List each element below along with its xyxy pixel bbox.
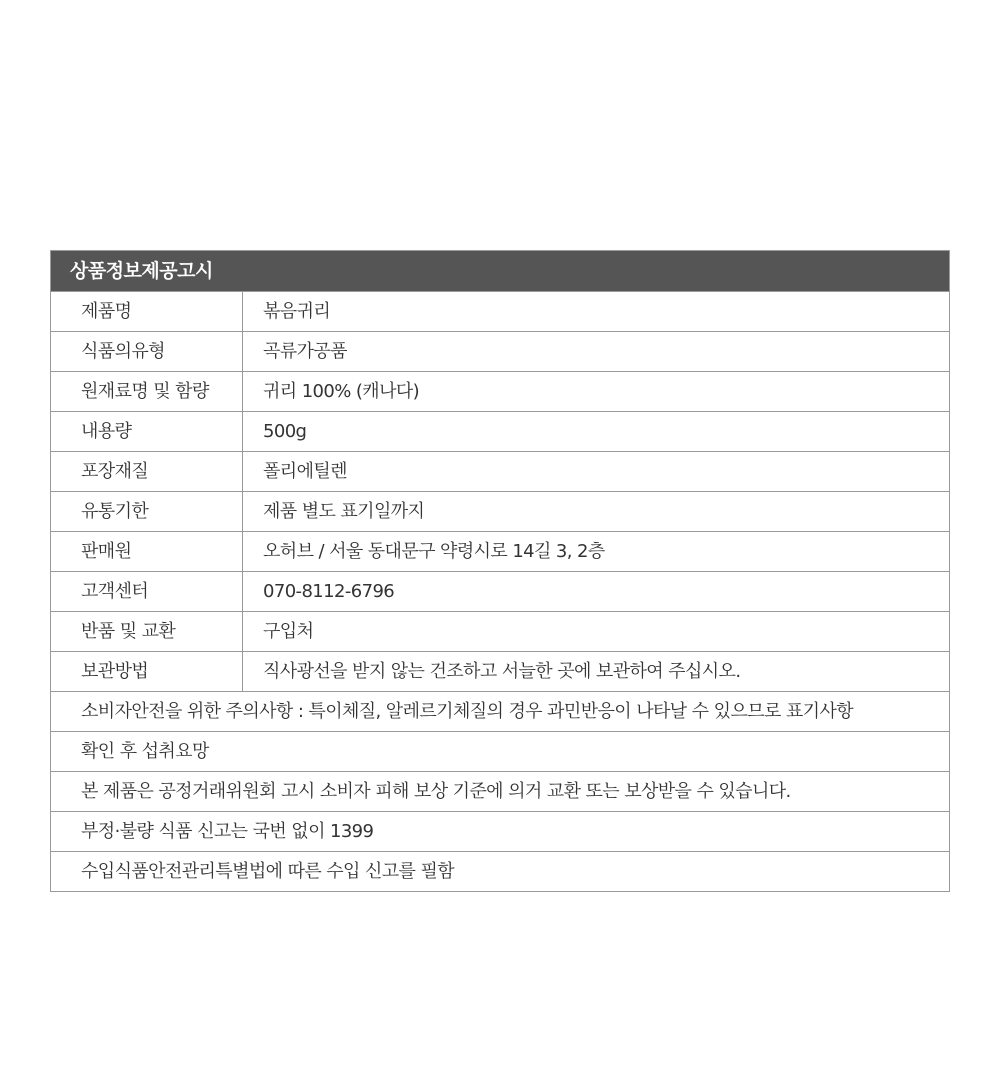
row-label-food-type: 식품의유형	[51, 332, 243, 371]
table-row	[51, 411, 949, 451]
row-value-product-name: 볶음귀리	[263, 301, 331, 322]
notice-title: 상품정보제공고시	[51, 251, 949, 291]
row-value-seller: 오허브 / 서울 동대문구 약령시로 14길 3, 2층	[263, 541, 605, 562]
row-label-returns: 반품 및 교환	[51, 612, 243, 651]
table-row	[51, 771, 949, 811]
product-info-notice-table	[50, 250, 950, 892]
row-label-storage: 보관방법	[51, 652, 243, 691]
row-value-expiration: 제품 별도 표기일까지	[263, 501, 425, 522]
table-row	[51, 451, 949, 491]
row-value-net-weight: 500g	[263, 421, 307, 442]
row-value-customer-center: 070-8112-6796	[263, 581, 395, 602]
row-label-product-name: 제품명	[51, 292, 243, 331]
row-label-expiration: 유통기한	[51, 492, 243, 531]
table-row	[51, 491, 949, 531]
table-row	[51, 331, 949, 371]
consumer-safety-note-continued: 확인 후 섭취요망	[81, 741, 209, 762]
row-value-packaging: 폴리에틸렌	[263, 461, 347, 482]
consumer-safety-note: 소비자안전을 위한 주의사항 : 특이체질, 알레르기체질의 경우 과민반응이 나타날 수 있으므로 표기사항	[81, 701, 854, 722]
row-label-net-weight: 내용량	[51, 412, 243, 451]
table-row	[51, 691, 949, 731]
row-value-food-type: 곡류가공품	[263, 341, 347, 362]
table-row	[51, 531, 949, 571]
table-row	[51, 811, 949, 851]
table-row	[51, 611, 949, 651]
row-label-ingredients: 원재료명 및 함량	[51, 372, 243, 411]
table-row	[51, 651, 949, 691]
table-row	[51, 571, 949, 611]
row-value-ingredients: 귀리 100% (캐나다)	[263, 381, 420, 402]
table-row	[51, 731, 949, 771]
compensation-note: 본 제품은 공정거래위원회 고시 소비자 피해 보상 기준에 의거 교환 또는 보상받을 수 있습니다.	[81, 781, 791, 802]
table-row	[51, 371, 949, 411]
row-value-returns: 구입처	[263, 621, 314, 642]
row-label-packaging: 포장재질	[51, 452, 243, 491]
table-row	[51, 291, 949, 331]
row-value-storage: 직사광선을 받지 않는 건조하고 서늘한 곳에 보관하여 주십시오.	[263, 661, 741, 682]
table-row	[51, 851, 949, 891]
row-label-seller: 판매원	[51, 532, 243, 571]
import-declaration-note: 수입식품안전관리특별법에 따른 수입 신고를 필함	[81, 861, 455, 882]
row-label-customer-center: 고객센터	[51, 572, 243, 611]
report-hotline-note: 부정·불량 식품 신고는 국번 없이 1399	[81, 821, 374, 842]
